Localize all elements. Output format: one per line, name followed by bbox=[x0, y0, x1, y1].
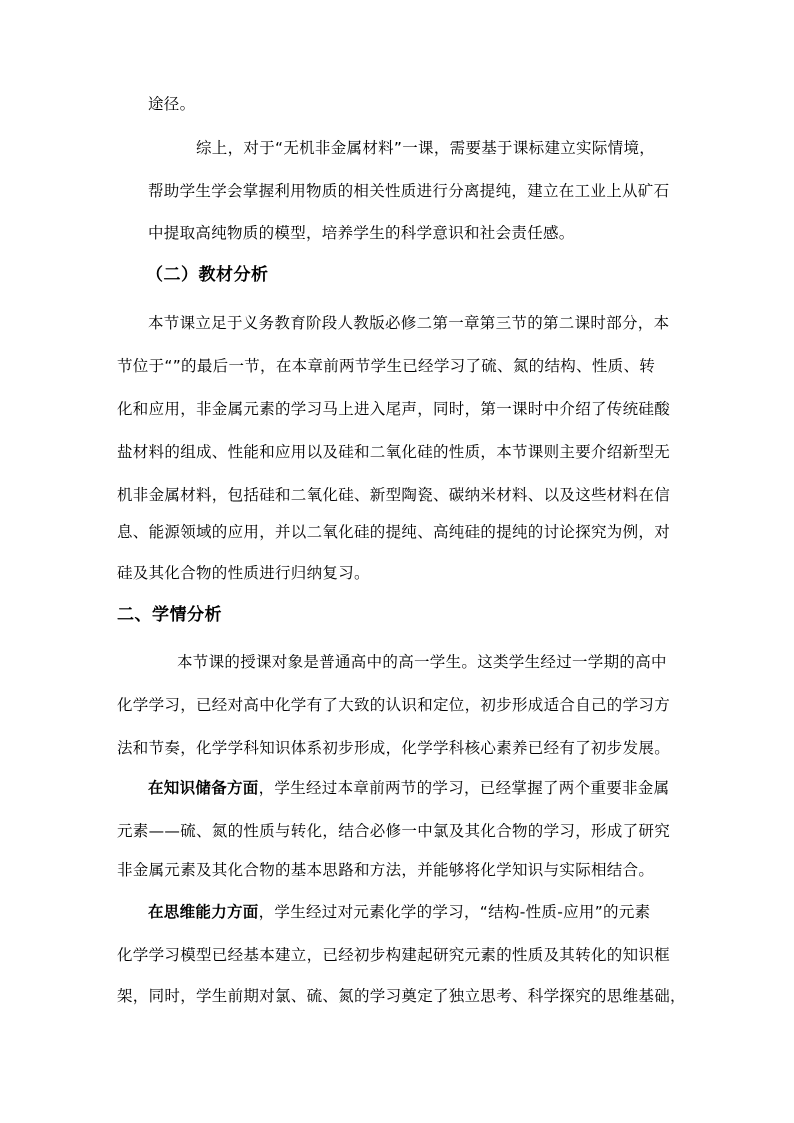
bold-lead-knowledge: 在知识储备方面 bbox=[148, 779, 259, 797]
text-line: 化和应用，非金属元素的学习马上进入尾声，同时，第一课时中介绍了传统硅酸 bbox=[117, 400, 671, 418]
text-line: 节位于“”的最后一节，在本章前两节学生已经学习了硫、氮的结构、性质、转 bbox=[117, 357, 656, 375]
text-line: 盐材料的组成、性能和应用以及硅和二氧化硅的性质，本节课则主要介绍新型无 bbox=[117, 443, 671, 461]
text-line bbox=[148, 778, 669, 798]
text-line: 硅及其化合物的性质进行归纳复习。 bbox=[117, 564, 370, 582]
text-line: 法和节奏，化学学科知识体系初步形成，化学学科核心素养已经有了初步发展。 bbox=[117, 739, 671, 757]
text-line: 机非金属材料，包括硅和二氧化硅、新型陶瓷、碳纳米材料、以及这些材料在信 bbox=[117, 486, 671, 504]
text-line: 化学学习，已经对高中化学有了大致的认识和定位，初步形成适合自己的学习方 bbox=[117, 696, 671, 714]
bold-lead-thinking: 在思维能力方面 bbox=[148, 903, 259, 921]
text-line: 元素——硫、氮的性质与转化，结合必修一中氯及其化合物的学习，形成了研究 bbox=[117, 822, 671, 840]
text-line bbox=[148, 902, 650, 922]
text-line: 综上，对于“无机非金属材料”一课，需要基于课标建立实际情境， bbox=[196, 139, 656, 157]
text-line: 帮助学生学会掌握利用物质的相关性质进行分离提纯，建立在工业上从矿石 bbox=[148, 182, 670, 200]
text-line: 本节课的授课对象是普通高中的高一学生。这类学生经过一学期的高中 bbox=[177, 653, 667, 671]
text-line: 化学学习模型已经基本建立，已经初步构建起研究元素的性质及其转化的知识框 bbox=[117, 946, 671, 964]
text-line: 途径。 bbox=[148, 95, 196, 113]
text-line: 非金属元素及其化合物的基本思路和方法，并能够将化学知识与实际相结合。 bbox=[117, 861, 655, 879]
section-heading-textbook-analysis: （二）教材分析 bbox=[146, 265, 269, 285]
text-line: 架，同时，学生前期对氯、硫、氮的学习奠定了独立思考、科学探究的思维基础， bbox=[117, 987, 686, 1005]
text-span: ，学生经过对元素化学的学习，“结构-性质-应用”的元素 bbox=[258, 903, 651, 921]
text-line: 本节课立足于义务教育阶段人教版必修二第一章第三节的第二课时部分，本 bbox=[148, 314, 670, 332]
text-line: 息、能源领域的应用，并以二氧化硅的提纯、高纯硅的提纯的讨论探究为例，对 bbox=[117, 523, 671, 541]
text-span: ，学生经过本章前两节的学习，已经掌握了两个重要非金属 bbox=[258, 779, 670, 797]
text-line: 中提取高纯物质的模型，培养学生的科学意识和社会责任感。 bbox=[148, 224, 575, 242]
section-heading-learner-analysis: 二、学情分析 bbox=[117, 605, 222, 625]
